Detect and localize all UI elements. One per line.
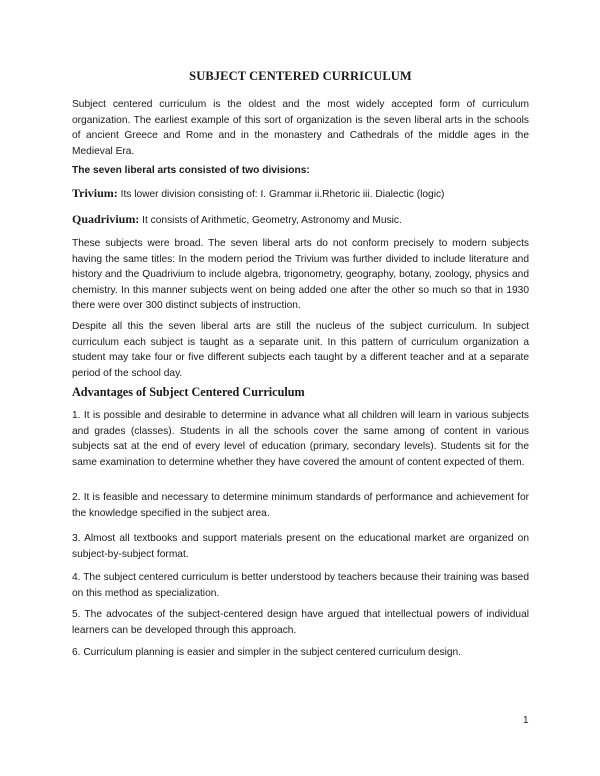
intro-paragraph: Subject centered curriculum is the oldest and the most widely accepted form of curriculum organization. The earliest example of this sort of organization is the seven liberal arts in the schools of ancient Greece and Rome and in the monastery and Cathedrals of the middle ages in the Medieval Era.: [72, 99, 529, 157]
quadrivium-line: [72, 212, 529, 229]
advantage-item-3: 3. Almost all textbooks and support materials present on the educational market are organized on subject-by-subject format.: [72, 533, 529, 560]
document-title: SUBJECT CENTERED CURRICULUM: [189, 69, 412, 83]
trivium-text: Its lower division consisting of: I. Grammar ii.Rhetoric iii. Dialectic (logic): [117, 189, 445, 200]
quadrivium-term: Quadrivium:: [72, 212, 140, 226]
advantage-item-2: 2. It is feasible and necessary to determine minimum standards of performance and achievement for the knowledge specified in the subject area.: [72, 492, 529, 519]
advantage-item-5: 5. The advocates of the subject-centered design have argued that intellectual powers of individual learners can be developed through this approach.: [72, 609, 529, 636]
divisions-heading: The seven liberal arts consisted of two divisions:: [72, 165, 310, 176]
page-number: 1: [523, 715, 529, 726]
trivium-line: [72, 186, 529, 203]
subjects-paragraph: These subjects were broad. The seven liberal arts do not conform precisely to modern subjects having the same titles: In the modern period the Trivium was further divided to include literature and history and the Quadrivium to include algebra, trigonometry, geography, botany, zoology, physics and chemistry. In this manner subjects went on being added one after the other so much so that in 1930 there were over 300 distinct subjects of instruction.: [72, 238, 529, 312]
trivium-term: Trivium:: [72, 186, 118, 200]
advantages-heading: Advantages of Subject Centered Curriculum: [72, 385, 305, 399]
advantage-item-4: 4. The subject centered curriculum is better understood by teachers because their training was based on this method as specialization.: [72, 572, 529, 599]
advantage-item-1: 1. It is possible and desirable to determine in advance what all children will learn in various subjects and grades (classes). Students in all the schools cover the same among of content in various subjects sat at the end of every level of education (primary, secondary levels). Students sit for the same examination to determine whether they have covered the amount of content expected of them.: [72, 410, 529, 468]
nucleus-paragraph: Despite all this the seven liberal arts are still the nucleus of the subject curriculum. In subject curriculum each subject is taught as a separate unit. In this pattern of curriculum organization a student may take four or five different subjects each taught by a different teacher and at a separate period of the school day.: [72, 321, 529, 379]
advantage-item-6: 6. Curriculum planning is easier and simpler in the subject centered curriculum design.: [72, 647, 462, 658]
quadrivium-text: It consists of Arithmetic, Geometry, Astronomy and Music.: [139, 215, 402, 226]
